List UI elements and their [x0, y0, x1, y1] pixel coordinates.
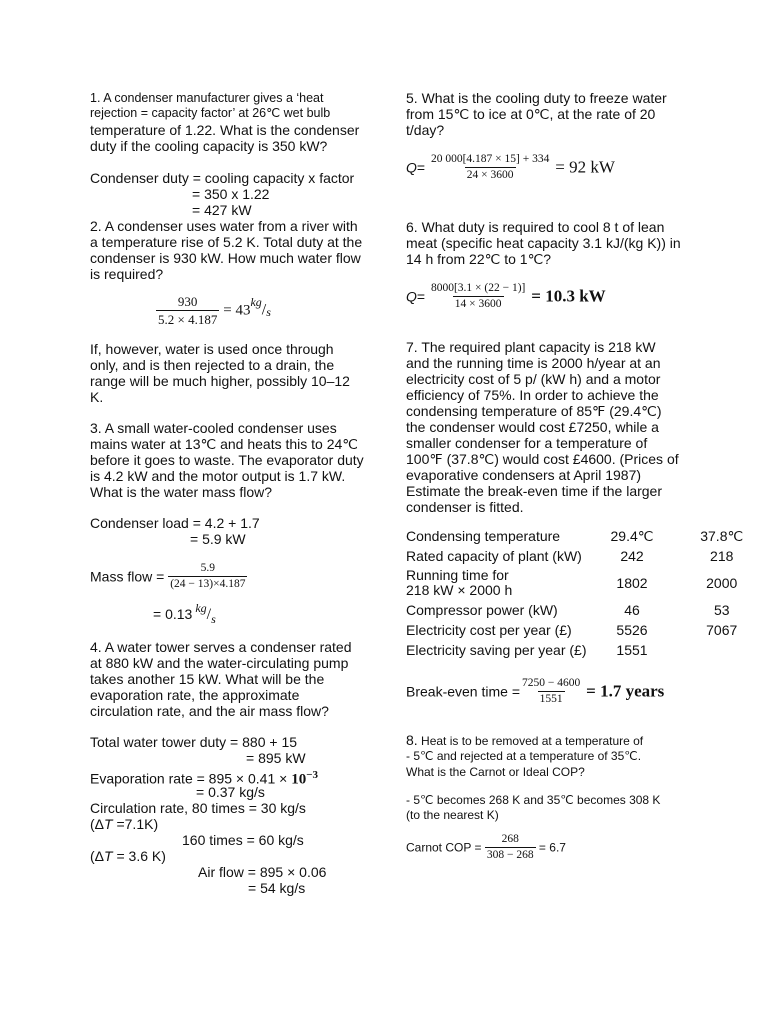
table-cell: 37.8℃ — [700, 528, 744, 544]
q4-answer-6 — [90, 816, 158, 832]
q2-formula: $\frac{930}{5.2 \times 4.187}$ = 43kg/s — [158, 294, 271, 327]
q7-line-11: condenser is fitted. — [406, 499, 524, 515]
q3-line-1: 3. A small water-cooled condenser uses — [90, 420, 337, 436]
q2-result: = 43 — [223, 302, 251, 319]
q3-numerator: 5.9 — [200, 562, 216, 574]
table-row — [406, 546, 768, 566]
table-cell: 7067 — [706, 622, 738, 638]
q3-line-5: What is the water mass flow? — [90, 484, 273, 500]
q3-line-3: before it goes to waste. The evaporator duty — [90, 452, 364, 468]
table-cell: 2000 — [706, 574, 738, 591]
table-row — [406, 620, 768, 640]
q5-formula — [406, 153, 615, 182]
q2-line-3: condenser is 930 kW. How much water flow — [90, 250, 361, 266]
q2-numerator: 930 — [177, 294, 198, 309]
q8-line-1-text: Heat is to be removed at a temperature of — [417, 734, 644, 748]
q7-line-6: the condenser would cost £7250, while a — [406, 419, 659, 435]
table-cell — [406, 566, 589, 600]
q4-answer-8 — [90, 848, 166, 864]
q3-unit-bottom: s — [211, 612, 216, 626]
q4-power-exp: −3 — [306, 769, 318, 781]
table-cell: 1802 — [616, 574, 648, 591]
q4-answer-7: 160 times = 60 kg/s — [182, 832, 304, 848]
q5-line-3: t/day? — [406, 122, 445, 138]
q5-result: = 92 kW — [555, 157, 615, 177]
q1-line-4: duty if the cooling capacity is 350 kW? — [90, 138, 328, 154]
q4-line-3: takes another 15 kW. What will be the — [90, 671, 325, 687]
q7-line-3: electricity cost of 5 p/ (kW h) and a motor — [406, 371, 661, 387]
q7-line-10: Estimate the break-even time if the larger — [406, 483, 663, 499]
q4-line-5: circulation rate, and the air mass flow? — [90, 703, 329, 719]
q8-cop — [406, 833, 566, 862]
q3-answer-2: = 5.9 kW — [190, 531, 246, 547]
q7-break-even — [406, 677, 664, 706]
q5-denominator: 24 × 3600 — [466, 169, 514, 181]
q1-answer-2: = 350 x 1.22 — [192, 186, 270, 202]
q8-number: 8. — [406, 732, 418, 748]
table-cell: 242 — [620, 548, 644, 564]
table-cell: Electricity saving per year (£) — [406, 642, 587, 658]
q6-line-1: 6. What duty is required to cool 8 t of lean — [406, 219, 665, 235]
q5-variable: Q — [406, 159, 417, 176]
q7-denominator: 1551 — [539, 693, 563, 705]
table-cell: Condensing temperature — [406, 528, 561, 544]
q4-delta-val-2: = 3.6 K) — [112, 848, 166, 864]
table-cell: 218 — [710, 548, 734, 564]
q8-numerator: 268 — [501, 833, 519, 845]
q5-numerator: 20 000[4.187 × 15] + 334 — [430, 153, 550, 165]
table-cell: 1551 — [616, 642, 648, 658]
q4-delta-1: (Δ — [90, 816, 105, 832]
q4-answer-10: = 54 kg/s — [248, 880, 306, 896]
q2-line-1: 2. A condenser uses water from a river with — [90, 218, 358, 234]
q7-result: = 1.7 years — [586, 681, 665, 701]
q7-break-even-label: Break-even time = — [406, 683, 520, 700]
table-cell: Electricity cost per year (£) — [406, 622, 572, 638]
q7-line-2: and the running time is 2000 h/year at an — [406, 355, 661, 371]
table-row — [406, 640, 768, 660]
q1-line-2: rejection = capacity factor’ at 26℃ wet bulb — [90, 106, 331, 120]
q2-denominator: 5.2 × 4.187 — [158, 312, 218, 327]
q7-fraction — [520, 677, 582, 706]
q8-result: = 6.7 — [538, 840, 566, 855]
q3-denominator: (24 − 13)×4.187 — [170, 578, 246, 590]
q8-fraction — [485, 833, 536, 862]
q3-mass-flow-label: Mass flow = — [90, 568, 165, 585]
q3-mass-flow — [90, 562, 247, 591]
q4-answer-2: = 895 kW — [246, 750, 306, 766]
q1-answer-1: Condenser duty = cooling capacity x factor — [90, 170, 355, 186]
q3-fraction — [168, 562, 247, 591]
q4-delta-var-2: T — [104, 848, 113, 864]
q4-delta-2: (Δ — [90, 848, 105, 864]
q6-fraction — [429, 282, 527, 311]
q5-line-2: from 15℃ to ice at 0℃, at the rate of 20 — [406, 106, 656, 122]
table-row — [406, 526, 768, 546]
q4-answer-9: Air flow = 895 × 0.06 — [198, 864, 327, 880]
table-cell: 29.4℃ — [610, 528, 654, 544]
q4-answer-1: Total water tower duty = 880 + 15 — [90, 734, 298, 750]
q2-unit-top: kg — [250, 295, 262, 310]
q2-note-4: K. — [90, 389, 104, 405]
table-cell-line-2: 218 kW × 2000 h — [406, 582, 513, 598]
q6-variable: Q — [406, 288, 417, 305]
q3-result: = 0.13 kg/s — [153, 601, 216, 626]
q8-line-2: - 5℃ and rejected at a temperature of 35℃. — [406, 749, 642, 763]
q6-equals: = — [416, 288, 426, 305]
q4-answer-5: Circulation rate, 80 times = 30 kg/s — [90, 800, 306, 816]
q7-line-4: efficiency of 75%. In order to achieve the — [406, 387, 659, 403]
q2-line-4: is required? — [90, 266, 164, 282]
q7-comparison-table — [406, 526, 768, 660]
table-cell: Compressor power (kW) — [406, 602, 558, 618]
q2-fraction — [156, 294, 219, 327]
table-cell: Rated capacity of plant (kW) — [406, 548, 582, 564]
table-row — [406, 600, 768, 620]
q2-line-2: a temperature rise of 5.2 K. Total duty at the — [90, 234, 363, 250]
q6-line-3: 14 h from 22℃ to 1℃? — [406, 251, 552, 267]
q4-answer-4: = 0.37 kg/s — [196, 784, 265, 800]
q3-result-value: = 0.13 — [153, 606, 193, 622]
q4-line-1: 4. A water tower serves a condenser rated — [90, 639, 352, 655]
q2-unit-bottom: s — [266, 305, 271, 320]
q5-line-1: 5. What is the cooling duty to freeze water — [406, 90, 667, 106]
q8-denominator: 308 − 268 — [486, 849, 534, 861]
q2-note-2: only, and is then rejected to a drain, the — [90, 357, 335, 373]
q1-line-1: 1. A condenser manufacturer gives a ‘heat — [90, 91, 324, 105]
q3-unit-top: kg — [195, 601, 207, 615]
q7-line-5: condensing temperature of 85℉ (29.4℃) — [406, 403, 662, 419]
q8-answer-2: (to the nearest K) — [406, 808, 499, 822]
q1-line-3: temperature of 1.22. What is the condenser — [90, 122, 360, 138]
q8-line-1 — [406, 732, 643, 749]
q6-numerator: 8000[3.1 × (22 − 1)] — [430, 282, 526, 294]
q7-line-9: evaporative condensers at April 1987) — [406, 467, 642, 483]
q6-line-2: meat (specific heat capacity 3.1 kJ/(kg K)) in — [406, 235, 681, 251]
q4-line-2: at 880 kW and the water-circulating pump — [90, 655, 349, 671]
q2-note-3: range will be much higher, possibly 10–12 — [90, 373, 350, 389]
q4-line-4: evaporation rate, the approximate — [90, 687, 300, 703]
q5-fraction — [429, 153, 551, 182]
q7-line-8: 100℉ (37.8℃) would cost £4600. (Prices of — [406, 451, 679, 467]
table-cell — [675, 640, 768, 660]
table-cell: 5526 — [616, 622, 648, 638]
q7-numerator: 7250 − 4600 — [522, 677, 581, 689]
table-row — [406, 566, 768, 600]
q4-evap-text: Evaporation rate = 895 × 0.41 × — [90, 770, 288, 787]
q1-answer-3: = 427 kW — [192, 202, 252, 218]
q6-formula — [406, 282, 606, 311]
table-cell: 53 — [713, 602, 730, 618]
q7-line-7: smaller condenser for a temperature of — [406, 435, 648, 451]
q8-line-3: What is the Carnot or Ideal COP? — [406, 765, 585, 779]
q6-result: = 10.3 kW — [531, 286, 606, 306]
q3-line-2: mains water at 13℃ and heats this to 24℃ — [90, 436, 359, 452]
q3-answer-1: Condenser load = 4.2 + 1.7 — [90, 515, 260, 531]
table-cell: 46 — [624, 602, 640, 618]
q3-line-4: is 4.2 kW and the motor output is 1.7 kW. — [90, 468, 346, 484]
table-cell-line-1: Running time for — [406, 567, 509, 583]
q5-equals: = — [416, 159, 426, 176]
q8-cop-label: Carnot COP = — [406, 840, 482, 855]
q4-delta-var-1: T — [104, 816, 113, 832]
q4-power-base: 10 — [291, 771, 307, 788]
q6-denominator: 14 × 3600 — [454, 298, 502, 310]
q7-line-1: 7. The required plant capacity is 218 kW — [406, 339, 656, 355]
q2-note-1: If, however, water is used once through — [90, 341, 334, 357]
q4-delta-val-1: =7.1K) — [112, 816, 159, 832]
q8-answer-1: - 5℃ becomes 268 K and 35℃ becomes 308 K — [406, 793, 661, 807]
